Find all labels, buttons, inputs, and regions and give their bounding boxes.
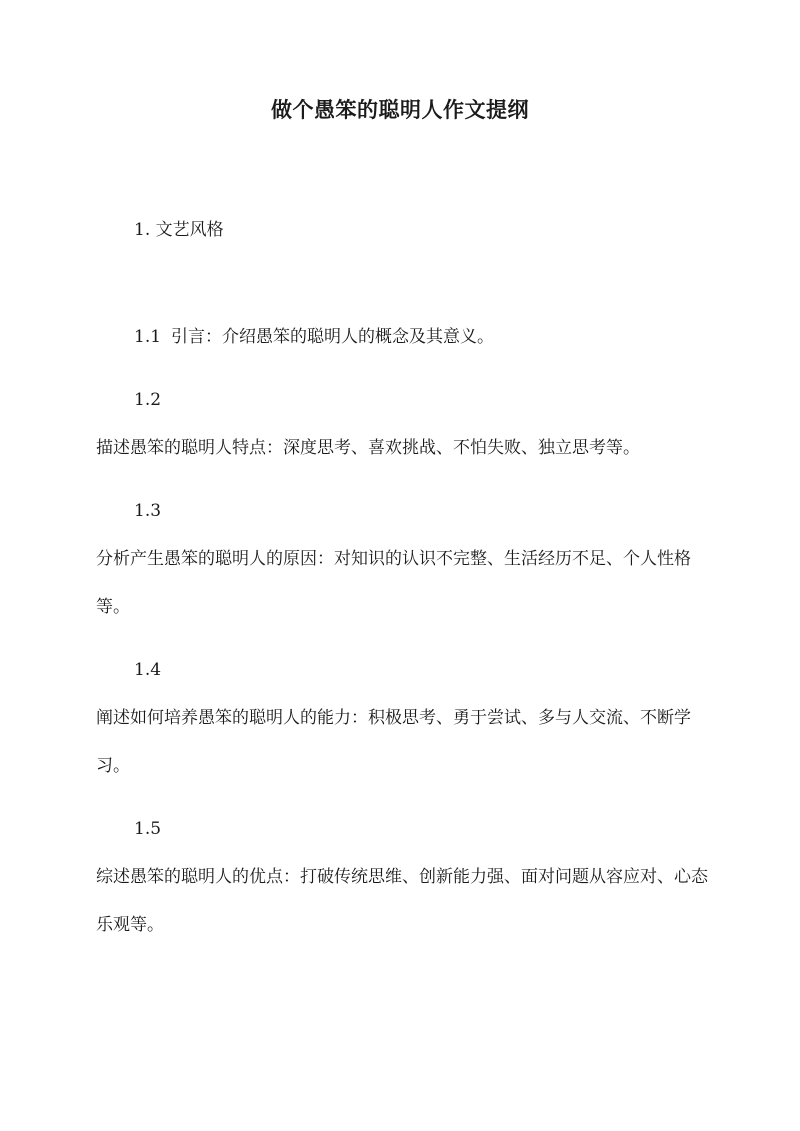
- item-number-1-5: 1.5: [134, 819, 162, 839]
- item-text-1-5: 综述愚笨的聪明人的优点：打破传统思维、创新能力强、面对问题从容应对、心态乐观等。: [96, 867, 708, 935]
- item-text-1-3: 分析产生愚笨的聪明人的原因：对知识的认识不完整、生活经历不足、个人性格等。: [96, 549, 691, 617]
- item-number-1-3: 1.3: [134, 501, 162, 521]
- item-number-1-2: 1.2: [134, 390, 162, 410]
- document-title: 做个愚笨的聪明人作文提纲: [271, 97, 529, 122]
- section-heading: 1. 文艺风格: [134, 220, 224, 240]
- item-number-1-4: 1.4: [134, 660, 162, 680]
- item-text-1-2: 描述愚笨的聪明人特点：深度思考、喜欢挑战、不怕失败、独立思考等。: [96, 438, 640, 458]
- item-text: 引言：介绍愚笨的聪明人的概念及其意义。: [171, 327, 495, 347]
- outline-item-1-1: [134, 323, 494, 351]
- item-number: 1.1: [134, 327, 162, 347]
- item-text-1-4: 阐述如何培养愚笨的聪明人的能力：积极思考、勇于尝试、多与人交流、不断学习。: [96, 708, 691, 776]
